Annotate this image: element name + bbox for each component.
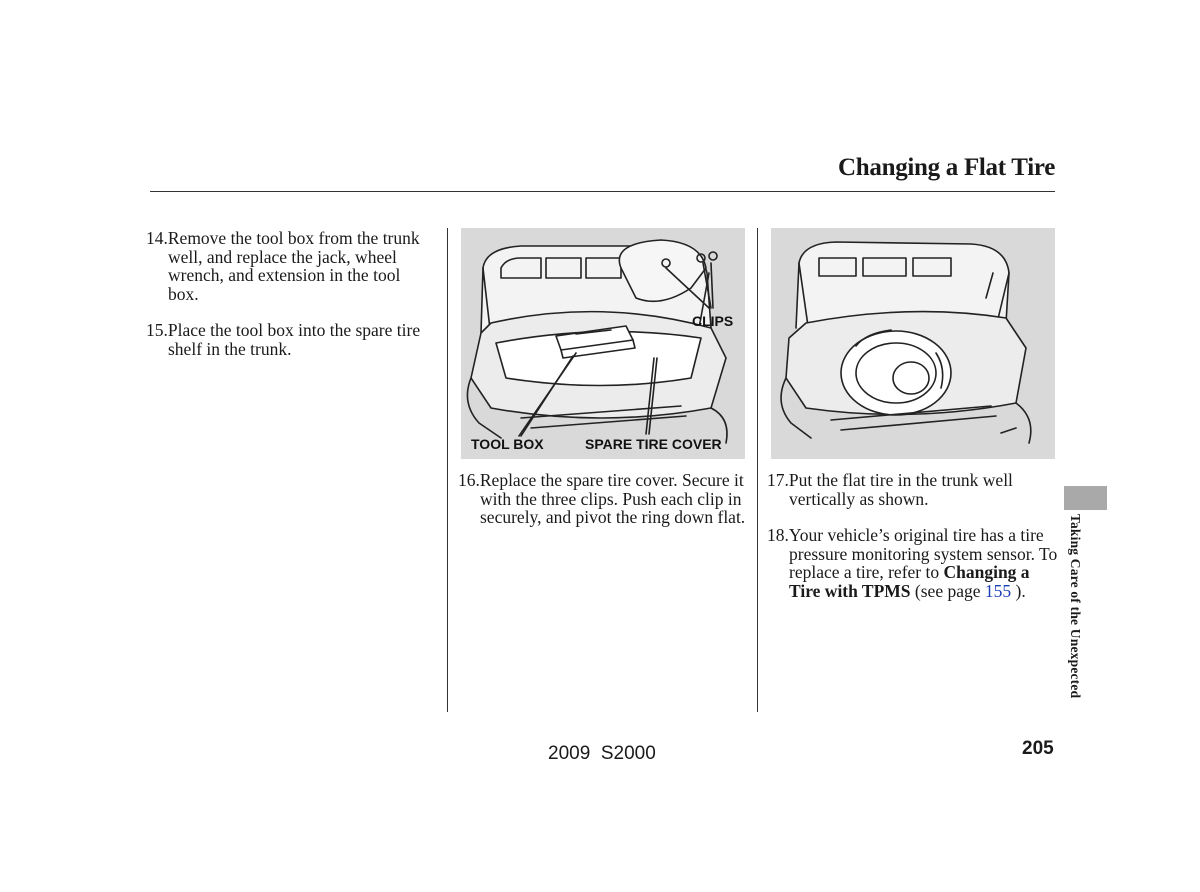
- column-divider-left: [447, 228, 448, 712]
- footer-model: 2009 S2000: [548, 743, 656, 764]
- step-18-end: ).: [1011, 580, 1026, 601]
- step-18-text: 18.Your vehicle’s original tire has a tire pressure monitoring system sensor. To replace a tire, refer to: [767, 525, 1058, 583]
- callout-tool-box: TOOL BOX: [471, 436, 544, 452]
- page-title: Changing a Flat Tire: [838, 154, 1055, 181]
- step-17: 17.Put the flat tire in the trunk well vertically as shown.: [767, 470, 1013, 509]
- title-rule: [150, 191, 1055, 192]
- middle-column: [458, 471, 750, 545]
- trunk-tool-box-illustration: [461, 228, 745, 459]
- right-column: [767, 471, 1059, 619]
- step-18: [767, 526, 1059, 600]
- figure-flat-tire: [771, 228, 1055, 459]
- section-tab: [1064, 486, 1107, 510]
- tpms-reference: Changing a Tire with TPMS: [789, 562, 1030, 601]
- left-column: [146, 229, 426, 377]
- column-divider-right: [757, 228, 758, 712]
- page-number: 205: [1022, 738, 1054, 759]
- page-link-155[interactable]: 155: [984, 580, 1012, 601]
- section-tab-label: Taking Care of the Unexpected: [1068, 514, 1083, 699]
- figure-tool-box: [461, 228, 745, 459]
- step-15: 15.Place the tool box into the spare tire shelf in the trunk.: [146, 320, 421, 359]
- step-16: 16.Replace the spare tire cover. Secure it with the three clips. Push each clip in securely, and pivot the ring down flat.: [458, 470, 746, 528]
- callout-clips: CLIPS: [692, 313, 734, 329]
- step-18-see-page: (see page: [910, 580, 985, 601]
- trunk-flat-tire-illustration: [771, 228, 1055, 459]
- step-14: 14.Remove the tool box from the trunk well, and replace the jack, wheel wrench, and extension in the tool box.: [146, 228, 420, 304]
- callout-spare-tire-cover: SPARE TIRE COVER: [585, 436, 722, 452]
